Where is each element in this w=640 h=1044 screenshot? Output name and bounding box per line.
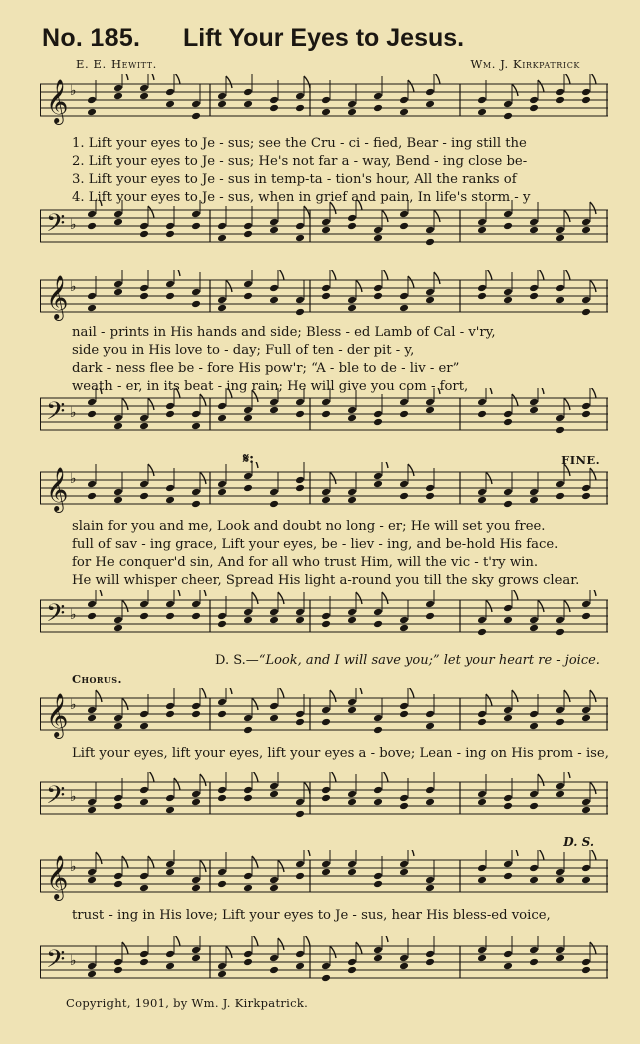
fine-mark: FINE. xyxy=(561,453,600,467)
bass-staff-2 xyxy=(40,388,608,446)
composer-credit: Wm. J. Kirkpatrick xyxy=(470,57,580,71)
verse-line: full of sav - ing grace, Lift your eyes, be - liev - ing, and be-hold His face. xyxy=(72,537,559,552)
svg-text:♭: ♭ xyxy=(70,859,77,875)
svg-text:♭: ♭ xyxy=(70,471,77,487)
copyright-notice: Copyright, 1901, by Wm. J. Kirkpatrick. xyxy=(66,996,309,1010)
svg-text:𝄞: 𝄞 xyxy=(46,855,69,899)
treble-staff-4 xyxy=(40,688,608,746)
verse-line: for He conquer'd sin, And for all who trust Him, will the vic - t'ry win. xyxy=(72,555,539,570)
hymn-header xyxy=(0,18,640,58)
hymn-number: No. 185. xyxy=(42,24,141,52)
svg-text:♭: ♭ xyxy=(70,607,77,623)
hymn-title: Lift Your Eyes to Jesus. xyxy=(183,24,465,52)
svg-text:♭: ♭ xyxy=(70,953,77,969)
verse-line: nail - prints in His hands and side; Bless - ed Lamb of Cal - v'ry, xyxy=(72,325,496,340)
bass-staff-1 xyxy=(40,200,608,258)
verse-line: weath - er, in its beat - ing rain; He will give you com - fort, xyxy=(72,379,469,394)
ds-end-mark: D. S. xyxy=(563,835,594,849)
svg-text:𝄞: 𝄞 xyxy=(46,693,69,737)
verse-line: He will whisper cheer, Spread His light a-round you till the sky grows clear. xyxy=(72,573,580,588)
verse-line: dark - ness flee be - fore His pow'r; “A - ble to de - liv - er” xyxy=(72,361,460,376)
chorus-label: Chorus. xyxy=(72,672,122,686)
segno-mark: 𝄋: xyxy=(243,451,255,467)
svg-text:♭: ♭ xyxy=(70,697,77,713)
bass-staff-5 xyxy=(40,936,608,994)
treble-staff-3 xyxy=(40,462,608,520)
chorus-line-1: Lift your eyes, lift your eyes, lift your eyes a - bove; Lean - ing on His prom - ise, xyxy=(72,746,609,761)
svg-text:𝄢: 𝄢 xyxy=(46,209,66,244)
verse-block-1 xyxy=(72,135,612,207)
treble-staff-5 xyxy=(40,850,608,908)
svg-text:𝄢: 𝄢 xyxy=(46,945,66,980)
svg-text:𝄢: 𝄢 xyxy=(46,397,66,432)
verse-line: 2. Lift your eyes to Je - sus; He's not far a - way, Bend - ing close be- xyxy=(72,154,528,169)
chorus-line-2: trust - ing in His love; Lift your eyes to Je - sus, hear His bless-ed voice, xyxy=(72,908,551,923)
svg-text:𝄞: 𝄞 xyxy=(46,79,69,123)
svg-text:♭: ♭ xyxy=(70,789,77,805)
verse-line: 3. Lift your eyes to Je - sus in temp-ta - tion's hour, All the ranks of xyxy=(72,172,517,187)
bass-staff-3 xyxy=(40,590,608,648)
verse-line: 1. Lift your eyes to Je - sus; see the Cru - ci - fied, Bear - ing still the xyxy=(72,136,527,151)
treble-staff-1 xyxy=(40,74,608,132)
svg-text:♭: ♭ xyxy=(70,405,77,421)
ds-prefix: D. S.— xyxy=(215,653,259,668)
treble-staff-2 xyxy=(40,270,608,328)
svg-text:𝄢: 𝄢 xyxy=(46,781,66,816)
svg-text:𝄞: 𝄞 xyxy=(46,275,69,319)
bass-staff-4 xyxy=(40,772,608,830)
svg-text:𝄢: 𝄢 xyxy=(46,599,66,634)
verse-block-3 xyxy=(72,518,612,590)
dal-segno-instruction xyxy=(215,653,600,668)
svg-text:♭: ♭ xyxy=(70,279,77,295)
verse-line: slain for you and me, Look and doubt no long - er; He will set you free. xyxy=(72,519,546,534)
lyricist-credit: E. E. Hewitt. xyxy=(76,57,157,71)
svg-text:♭: ♭ xyxy=(70,83,77,99)
svg-text:♭: ♭ xyxy=(70,217,77,233)
verse-line: side you in His love to - day; Full of ten - der pit - y, xyxy=(72,343,415,358)
verse-line: 4. Lift your eyes to Je - sus, when in grief and pain, In life's storm - y xyxy=(72,190,531,205)
verse-block-2 xyxy=(72,324,612,396)
ds-text: “Look, and I will save you;” let your heart re - joice. xyxy=(258,653,600,668)
svg-text:𝄞: 𝄞 xyxy=(46,467,69,511)
